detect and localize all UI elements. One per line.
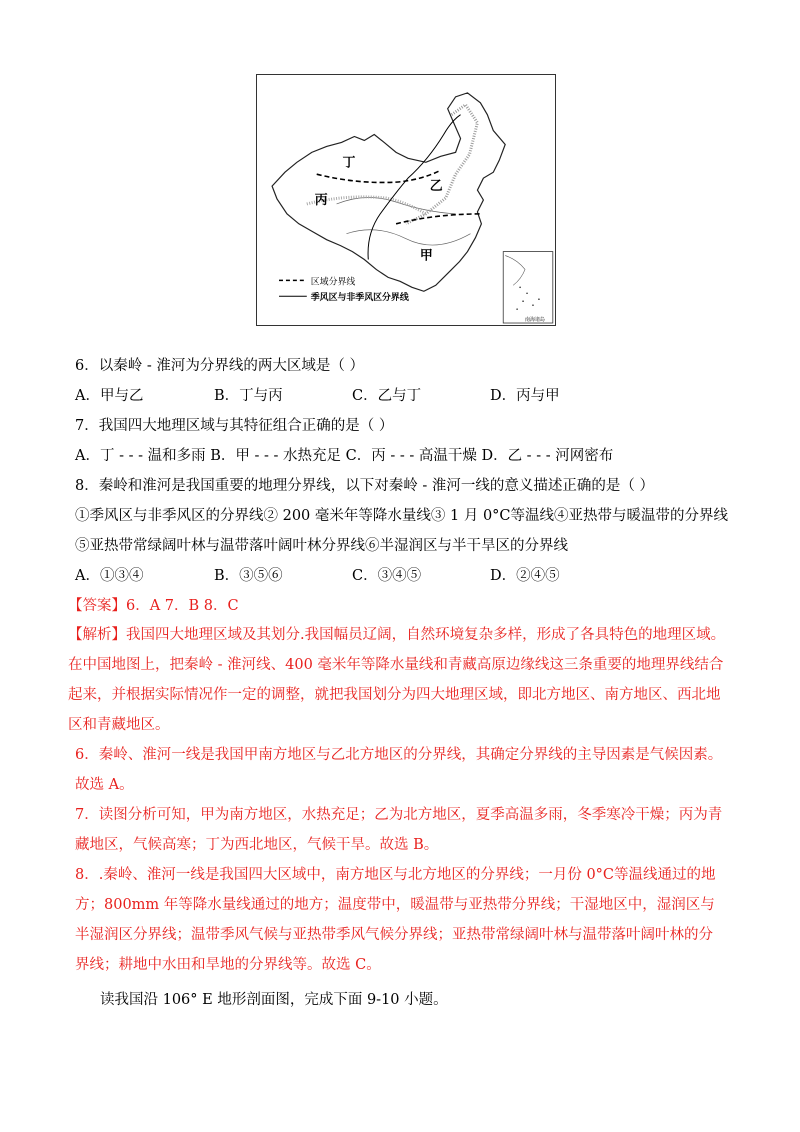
q6-option-b: B．丁与丙 [214, 388, 283, 404]
map-svg [257, 75, 555, 325]
q6-option-a: A．甲与乙 [75, 388, 144, 404]
q8-option-a: A．①③④ [75, 568, 144, 584]
analysis-p6: 6．秦岭、淮河一线是我国甲南方地区与乙北方地区的分界线，其确定分界线的主导因素是气候因素。故选 A。 [75, 747, 723, 793]
region-boundary-2 [396, 214, 481, 224]
region-label-yi: 乙 [429, 179, 443, 195]
analysis-p1 [68, 620, 728, 740]
q8-items-1: ①季风区与非季风区的分界线② 200 毫米年等降水量线③ 1 月 0°C等温线④亚热带与暖温带的分界线 [75, 508, 729, 524]
answer-text: 6．A 7．B 8．C [126, 598, 239, 614]
q7-stem: 7．我国四大地理区域与其特征组合正确的是（ ） [75, 418, 394, 434]
region-boundary-1 [317, 170, 441, 182]
q8-option-c: C．③④⑤ [352, 568, 422, 584]
legend-dashed-label: 区域分界线 [310, 277, 356, 288]
q6-option-c: C．乙与丁 [352, 388, 422, 404]
region-label-ding: 丁 [342, 155, 356, 171]
legend-solid-label: 季风区与非季风区分界线 [310, 293, 409, 304]
next-question-prompt: 读我国沿 106° E 地形剖面图，完成下面 9-10 小题。 [100, 992, 448, 1008]
china-outline [272, 93, 505, 291]
region-label-jia: 甲 [419, 248, 433, 264]
china-regions-map [256, 74, 556, 326]
q6-stem: 6．以秦岭 - 淮河为分界线的两大区域是（ ） [75, 358, 364, 374]
q8-stem: 8．秦岭和淮河是我国重要的地理分界线，以下对秦岭 - 淮河一线的意义描述正确的是（ ） [75, 478, 654, 494]
answer-label: 【答案】 [68, 598, 126, 614]
answer-line [68, 596, 239, 616]
inset-label: 南海诸岛 [525, 317, 545, 324]
q8-option-d: D．②④⑤ [490, 568, 560, 584]
inset-frame [503, 252, 553, 323]
mountain-range [406, 105, 477, 224]
river-2 [346, 230, 470, 245]
analysis-p7: 7．读图分析可知，甲为南方地区，水热充足；乙为北方地区，夏季高温多雨，冬季寒冷干燥；丙为青藏地区，气候高寒；丁为西北地区，气候干旱。故选 B。 [75, 807, 723, 853]
region-label-bing: 丙 [314, 192, 328, 208]
monsoon-boundary [368, 115, 461, 260]
analysis-p8: 8．.秦岭、淮河一线是我国四大区域中，南方地区与北方地区的分界线；一月份 0°C等温线通过的地方；800mm 年等降水量线通过的地方；温度带中，暖温带与亚热带分界线；干湿地区中，湿润区与半湿润区分界线；温带季风气候与亚热带季风气候分界线；亚热带常绿阔叶林与温带落叶阔叶林的分界线；耕地中水田和旱地的分界线等。故选 C。 [75, 867, 716, 973]
q7-options: A．丁 - - - 温和多雨 B．甲 - - - 水热充足 C．丙 - - - 高温干燥 D．乙 - - - 河网密布 [75, 448, 614, 464]
analysis-label: 【解析】 [68, 627, 126, 643]
q8-option-b: B．③⑤⑥ [214, 568, 283, 584]
analysis-p1-text: 我国四大地理区域及其划分.我国幅员辽阔，自然环境复杂多样，形成了各具特色的地理区域。在中国地图上，把秦岭 - 淮河线、400 毫米年等降水量线和青藏高原边缘线这三条重要的地理界线结合起来，并根据实际情况作一定的调整，就把我国划分为四大地理区域，即北方地区、南方地区、西北地区和青藏地区。 [68, 627, 726, 733]
q8-items-2: ⑤亚热带常绿阔叶林与温带落叶阔叶林分界线⑥半湿润区与半干旱区的分界线 [75, 538, 568, 554]
q6-option-d: D．丙与甲 [490, 388, 560, 404]
